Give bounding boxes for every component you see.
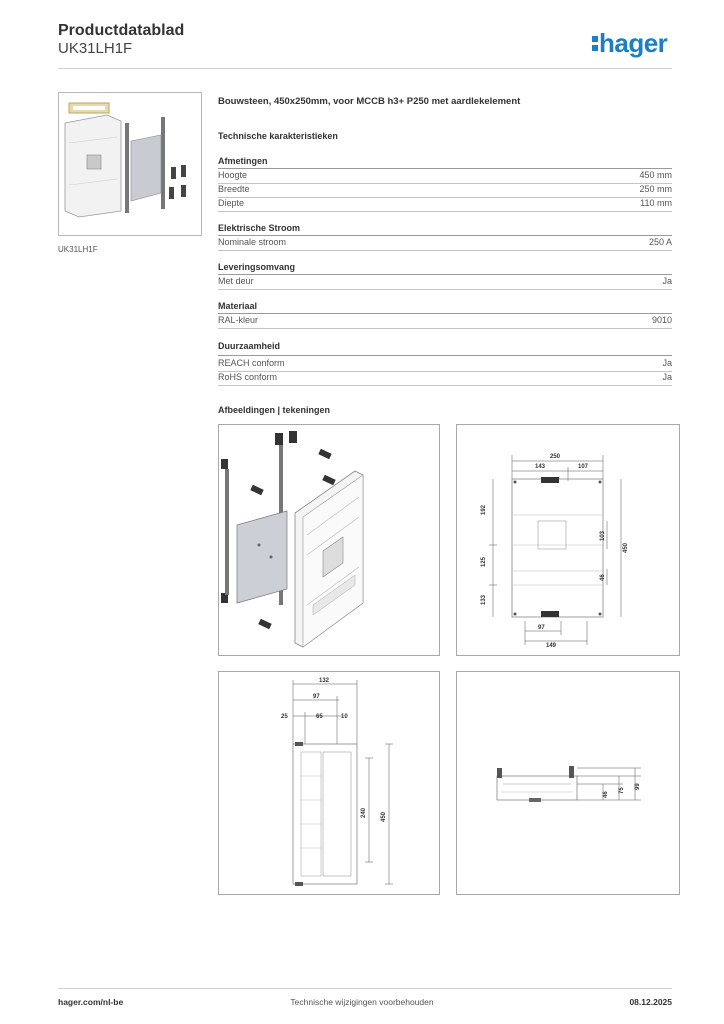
dim-c: 10: [341, 714, 348, 720]
dim-depth-c: 99: [635, 783, 641, 790]
spec-label: Hoogte: [218, 170, 248, 180]
spec-row: [218, 236, 672, 251]
side-view-icon: [219, 672, 439, 894]
group-title-materiaal: Materiaal: [218, 301, 258, 311]
spec-row: [218, 357, 672, 372]
group-title-duurzaamheid: Duurzaamheid: [218, 341, 281, 351]
spec-row: [218, 169, 672, 184]
dim-d2: 46: [600, 574, 606, 581]
specs-heading: Technische karakteristieken: [218, 131, 338, 141]
dim-w2: 97: [313, 694, 320, 700]
spec-value: 9010: [651, 315, 672, 325]
spec-label: Diepte: [218, 198, 245, 208]
exploded-assembly-icon: [219, 425, 439, 655]
spec-row: [218, 275, 672, 290]
product-thumbnail: [58, 92, 202, 236]
images-heading: Afbeeldingen | tekeningen: [218, 405, 331, 415]
spec-label: RAL-kleur: [218, 315, 259, 325]
dim-b2: 149: [546, 643, 557, 649]
spec-label: REACH conform: [218, 358, 285, 368]
footer-notice: Technische wijzigingen voorbehouden: [290, 997, 434, 1007]
spec-value: 250 A: [648, 237, 672, 247]
spec-value: Ja: [662, 358, 672, 368]
header-divider: [58, 68, 672, 69]
dim-left: 143: [535, 464, 546, 470]
spec-row: [218, 371, 672, 386]
spec-value: 250 mm: [639, 184, 672, 194]
exploded-view-drawing: [218, 424, 440, 656]
depth-dimension-drawing: [456, 671, 680, 895]
spec-row: [218, 183, 672, 198]
logo-dots-icon: [592, 36, 599, 54]
footer-date: 08.12.2025: [629, 997, 672, 1007]
top-view-icon: [457, 672, 679, 894]
spec-row: [218, 197, 672, 212]
spec-value: Ja: [662, 372, 672, 382]
spec-label: Nominale stroom: [218, 237, 287, 247]
dim-h1: 192: [481, 504, 487, 515]
footer-website-link[interactable]: hager.com/nl-be: [58, 997, 124, 1007]
dim-a: 25: [281, 714, 288, 720]
group-title-afmetingen: Afmetingen: [218, 156, 268, 166]
spec-label: Met deur: [218, 276, 254, 286]
hager-logo: [592, 28, 667, 59]
spec-value: 450 mm: [639, 170, 672, 180]
front-view-icon: [457, 425, 679, 655]
group-title-levering: Leveringsomvang: [218, 262, 296, 272]
dim-inner: 240: [361, 807, 367, 818]
side-dimension-drawing: [218, 671, 440, 895]
dim-width: 250: [550, 454, 561, 460]
group-title-stroom: Elektrische Stroom: [218, 223, 301, 233]
product-code: UK31LH1F: [58, 40, 133, 57]
page-title: Productdatablad: [58, 22, 185, 39]
spec-value: 110 mm: [640, 198, 672, 208]
dim-b1: 97: [538, 625, 545, 631]
front-dimension-drawing: [456, 424, 680, 656]
dim-w: 132: [319, 678, 330, 684]
product-description: Bouwsteen, 450x250mm, voor MCCB h3+ P250 met aardlekelement: [218, 96, 521, 107]
logo-text: hager: [599, 28, 668, 58]
dim-right: 107: [578, 464, 589, 470]
dim-h3: 133: [481, 594, 487, 605]
footer-divider: [58, 988, 672, 989]
group-divider: [218, 355, 672, 356]
dim-total: 450: [623, 542, 629, 553]
spec-row: [218, 314, 672, 329]
product-photo-icon: [59, 93, 201, 235]
dim-d1: 103: [600, 530, 606, 541]
dim-depth-a: 46: [603, 791, 609, 798]
dim-b: 65: [316, 714, 323, 720]
spec-value: Ja: [662, 276, 672, 286]
spec-label: Breedte: [218, 184, 250, 194]
dim-side-total: 450: [381, 811, 387, 822]
thumbnail-caption: UK31LH1F: [58, 245, 98, 254]
dim-h2: 125: [481, 556, 487, 567]
dim-depth-b: 75: [619, 787, 625, 794]
spec-label: RoHS conform: [218, 372, 278, 382]
